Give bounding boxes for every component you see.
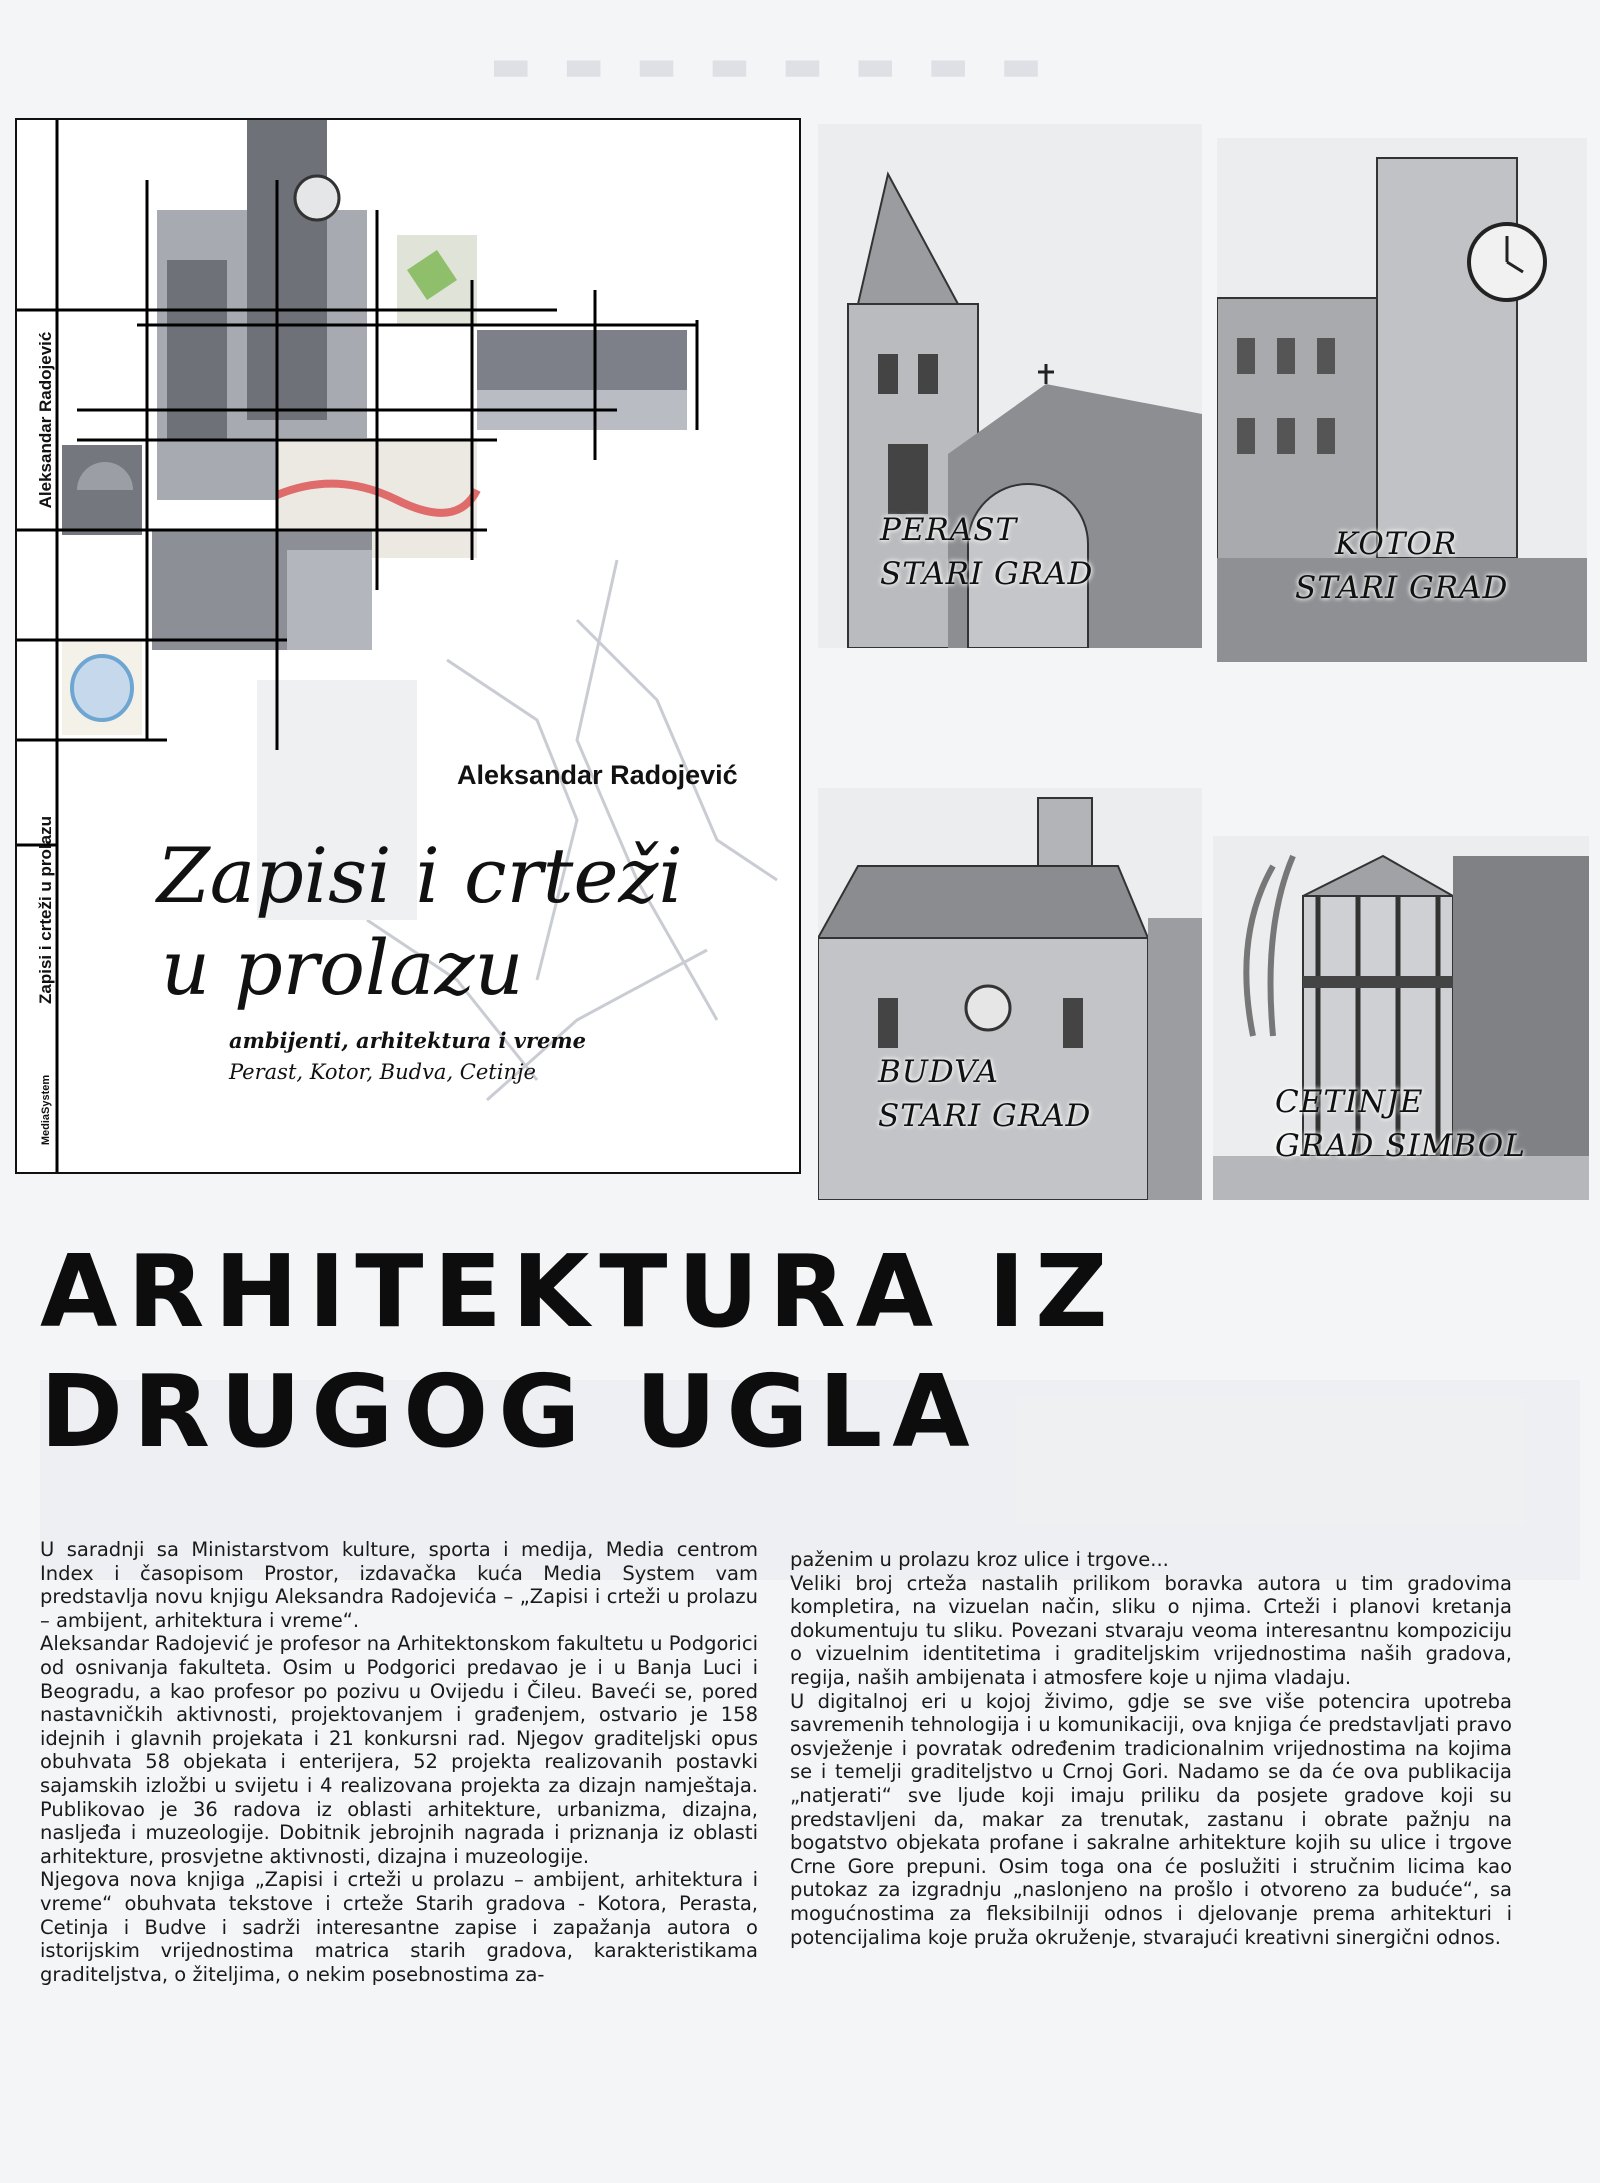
- sketch-kotor-caption: KOTOR STARI GRAD: [1295, 526, 1509, 606]
- sketch-cetinje: [1213, 836, 1589, 1200]
- paragraph: U saradnji sa Ministarstvom kulture, sporta i medija, Media centrom Index i časopisom Prostor, izdavačka kuća Media System vam predstavlja novu knjigu Aleksandra Radojevića – „Zapisi i crteži u prolazu – ambijent, arhitektura i vreme“.: [40, 1538, 758, 1632]
- sketch-kotor: [1217, 138, 1587, 662]
- article-headline: ARHITEKTURA IZ DRUGOG UGLA: [40, 1233, 1118, 1470]
- cover-artwork: [17, 120, 801, 1174]
- sketch-budva-drawing: [818, 788, 1202, 1200]
- sketch-perast: [818, 124, 1202, 648]
- paragraph: U digitalnoj eri u kojoj živimo, gdje se sve više potencira upotreba savremenih tehnologija i u komunikaciji, ova knjiga će predstavljati pravo osvježenje i povratak određenim tradicionalnim vrijednostima na kojima se i temelji graditeljstvo u Crnoj Gori. Nadamo se da će ova publikacija „natjerati“ sve ljude koji imaju priliku da posjete gradove koji su predstavljeni da, makar za trenutak, zastanu i obrate pažnju na bogatstvo objekata profane i sakralne arhitekture kojih su ulice i trgove Crne Gore prepuni. Osim toga ona će poslužiti i stručnim licima kao putokaz za izgradnju „naslonjeno na prošlo i otvoreno za buduće“, sa mogućnostima za fleksibilniji odnos i djelovanje prema arhitekturi i potencijalima koje pruža okruženje, stvarajući kreativni sinergični odnos.: [790, 1689, 1512, 1949]
- cover-title: Zapisi i crteži u prolazu: [157, 831, 683, 1012]
- cover-subtitle: ambijenti, arhitektura i vreme: [229, 1028, 586, 1053]
- sketch-budva: [818, 788, 1202, 1200]
- paragraph: Veliki broj crteža nastalih prilikom boravka autora u tim gradovima kompletira, na vizuelan način, sliku o njima. Crteži i planovi kretanja dokumentuju tu sliku. Povezani stvaraju veoma interesantnu kompoziciju o vizuelnim identitetima i graditeljskim vrijednostima naših gradova, regija, naših ambijenata i atmosfere koje u njima vladaju.: [790, 1571, 1512, 1689]
- cover-author: Aleksandar Radojević: [457, 760, 738, 790]
- paragraph: paženim u prolazu kroz ulice i trgove...: [790, 1548, 1169, 1571]
- paragraph: Njegova nova knjiga „Zapisi i crteži u prolazu – ambijent, arhitektura i vreme“ obuhvata tekstove i crteže Starih gradova - Kotora, Perasta, Cetinja i Budve i sadrži interesantne zapise i zapažanja autora o istorijskim vrijednostima matrica starih gradova, karakteristikama graditeljstva, o žiteljima, o nekim posebnostima za-: [40, 1868, 758, 1986]
- spine-author: Aleksandar Radojević: [36, 331, 55, 509]
- sketch-cetinje-caption: CETINJE GRAD SIMBOL: [1275, 1084, 1526, 1164]
- article-column-right: [790, 1548, 1512, 1949]
- spine-publisher-logo: MediaSystem: [40, 1074, 52, 1146]
- show-through-background: ▬ ▬ ▬ ▬ ▬ ▬ ▬ ▬: [0, 0, 1600, 2183]
- spine-title: Zapisi i crteži u prolazu: [36, 816, 55, 1004]
- cover-cities: Perast, Kotor, Budva, Cetinje: [229, 1060, 536, 1084]
- paragraph: Aleksandar Radojević je profesor na Arhitektonskom fakultetu u Podgorici od osnivanja fakulteta. Osim u Podgorici predavao je i u Banja Luci i Beogradu, a kao profesor po pozivu u Ovijedu i Čileu. Baveći se, pored nastavničkih aktivnosti, projektovanjem i građenjem, ostvario je 158 idejnih i glavnih projekata i 21 konkursni rad. Njegov graditeljski opus obuhvata 58 objekata i enterijera, 52 projekta realizovanih postavki sajamskih izložbi u svijetu i 4 realizovana projekta za dizajn namještaja. Publikovao je 36 radova iz oblasti arhitekture, urbanizma, dizajna, nasljeđa i muzeologije. Dobitnik jebrojnih nagrada i priznanja iz oblasti arhitekture, prosvjetne aktivnosti, dizajna i muzeologije.: [40, 1632, 758, 1868]
- article-column-left: [40, 1538, 758, 1986]
- sketch-perast-caption: PERAST STARI GRAD: [880, 512, 1094, 592]
- sketch-budva-caption: BUDVA STARI GRAD: [878, 1054, 1092, 1134]
- book-cover: [15, 118, 801, 1174]
